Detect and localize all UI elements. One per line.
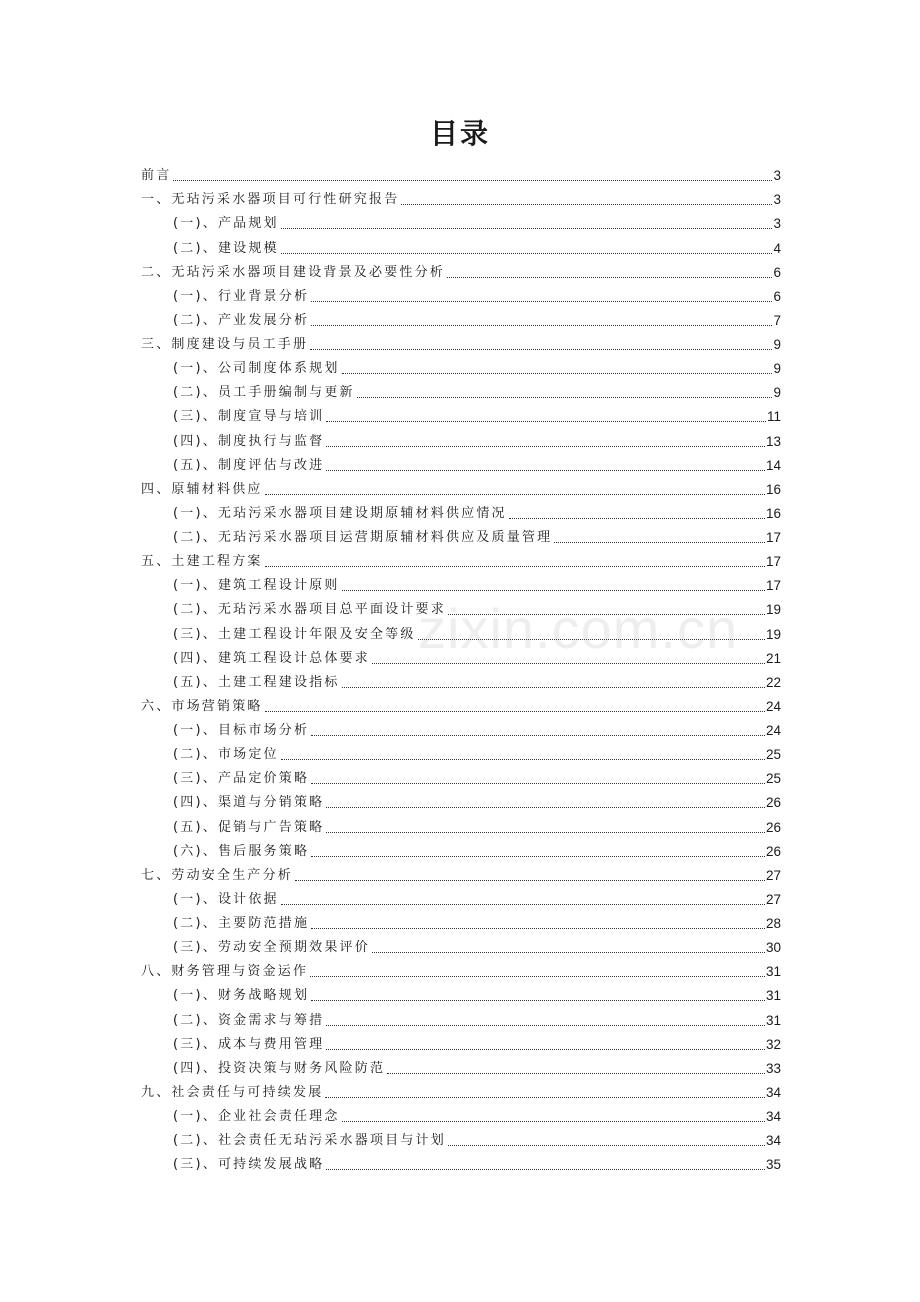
toc-entry-title: (一)、公司制度体系规划: [173, 361, 340, 377]
toc-dot-leader: [281, 252, 773, 254]
toc-dot-leader: [311, 734, 765, 736]
toc-dot-leader: [326, 445, 765, 447]
toc-page-number: 28: [765, 916, 781, 931]
toc-page-number: 30: [765, 940, 781, 956]
toc-section-entry[interactable]: [141, 232, 781, 256]
toc-section-entry[interactable]: [141, 739, 781, 763]
toc-dot-leader: [311, 300, 772, 302]
toc-chapter-entry[interactable]: [141, 956, 781, 980]
toc-section-entry[interactable]: [141, 1053, 781, 1077]
toc-page-number: 17: [765, 530, 781, 545]
toc-entry-title: (六)、售后服务策略: [173, 843, 310, 859]
toc-page-number: 3: [773, 168, 781, 184]
toc-section-entry[interactable]: [141, 401, 781, 425]
toc-entry-title: (五)、土建工程建设指标: [173, 674, 340, 690]
toc-dot-leader: [509, 517, 765, 519]
toc-dot-leader: [554, 541, 765, 543]
toc-chapter-entry[interactable]: [141, 546, 781, 570]
toc-chapter-entry[interactable]: [141, 860, 781, 884]
toc-page-number: 3: [773, 192, 781, 208]
toc-page-number: 24: [765, 698, 781, 714]
toc-dot-leader: [326, 1024, 765, 1026]
toc-page-number: 25: [765, 747, 781, 763]
toc-entry-title: (一)、财务战略规划: [173, 988, 310, 1004]
toc-page-number: 31: [765, 1012, 781, 1028]
toc-section-entry[interactable]: [141, 787, 781, 811]
toc-entry-title: 九、社会责任与可持续发展: [141, 1084, 324, 1100]
table-of-contents: [141, 160, 781, 1173]
toc-dot-leader: [448, 613, 765, 615]
toc-chapter-entry[interactable]: [141, 329, 781, 353]
toc-section-entry[interactable]: [141, 208, 781, 232]
toc-entry-title: 四、原辅材料供应: [141, 481, 263, 497]
toc-dot-leader: [326, 469, 765, 471]
toc-entry-title: (三)、可持续发展战略: [173, 1157, 325, 1173]
toc-entry-title: (一)、无玷污采水器项目建设期原辅材料供应情况: [173, 505, 507, 521]
toc-entry-title: (二)、主要防范措施: [173, 916, 310, 931]
toc-entry-title: (二)、无玷污采水器项目运营期原辅材料供应及质量管理: [173, 530, 553, 545]
toc-chapter-entry[interactable]: [141, 257, 781, 281]
toc-dot-leader: [265, 493, 765, 495]
toc-dot-leader: [295, 879, 765, 881]
toc-page-number: 9: [773, 385, 781, 401]
toc-dot-leader: [281, 227, 773, 229]
toc-section-entry[interactable]: [141, 667, 781, 691]
toc-section-entry[interactable]: [141, 643, 781, 667]
toc-page-number: 4: [773, 240, 781, 256]
toc-page-number: 27: [765, 891, 781, 907]
toc-entry-title: (一)、目标市场分析: [173, 723, 310, 738]
toc-page-number: 31: [765, 964, 781, 980]
toc-entry-title: (三)、劳动安全预期效果评价: [173, 940, 370, 956]
toc-page-number: 34: [765, 1109, 781, 1124]
toc-dot-leader: [281, 758, 765, 760]
toc-dot-leader: [325, 1096, 765, 1098]
toc-section-entry[interactable]: [141, 836, 781, 860]
toc-dot-leader: [326, 831, 765, 833]
toc-entry-title: 六、市场营销策略: [141, 698, 263, 714]
toc-dot-leader: [173, 179, 772, 181]
toc-entry-title: (五)、制度评估与改进: [173, 457, 325, 473]
toc-dot-leader: [342, 372, 773, 374]
toc-section-entry[interactable]: [141, 1125, 781, 1149]
toc-page-number: 16: [765, 505, 781, 521]
toc-page-number: 9: [773, 337, 781, 352]
toc-section-entry[interactable]: [141, 932, 781, 956]
toc-entry-title: (一)、建筑工程设计原则: [173, 578, 340, 594]
toc-page-number: 35: [765, 1157, 781, 1173]
toc-dot-leader: [342, 1120, 765, 1122]
toc-page-number: 19: [765, 602, 781, 618]
toc-page-number: 26: [765, 795, 781, 811]
toc-entry-title: (一)、设计依据: [173, 891, 279, 907]
page-title: 目录: [429, 117, 490, 150]
toc-entry-title: (三)、制度宣导与培训: [173, 409, 325, 425]
toc-entry-title: (二)、建设规模: [173, 240, 279, 256]
toc-section-entry[interactable]: [141, 908, 781, 932]
toc-section-entry[interactable]: [141, 570, 781, 594]
toc-dot-leader: [311, 782, 765, 784]
toc-entry-title: (二)、无玷污采水器项目总平面设计要求: [173, 602, 446, 618]
toc-page-number: 3: [773, 216, 781, 232]
toc-entry-title: 前言: [141, 168, 172, 184]
toc-chapter-entry[interactable]: [141, 184, 781, 208]
toc-dot-leader: [418, 638, 765, 640]
toc-section-entry[interactable]: [141, 884, 781, 908]
toc-entry-title: 一、无玷污采水器项目可行性研究报告: [141, 192, 400, 208]
toc-section-entry[interactable]: [141, 1029, 781, 1053]
toc-page-number: 14: [765, 457, 781, 473]
toc-entry-title: (四)、制度执行与监督: [173, 433, 325, 449]
toc-section-entry[interactable]: [141, 498, 781, 522]
toc-section-entry[interactable]: [141, 1149, 781, 1173]
toc-section-entry[interactable]: [141, 522, 781, 546]
toc-dot-leader: [372, 951, 765, 953]
toc-section-entry[interactable]: [141, 281, 781, 305]
toc-dot-leader: [265, 710, 765, 712]
toc-entry-title: 五、土建工程方案: [141, 554, 263, 570]
toc-dot-leader: [342, 686, 765, 688]
toc-dot-leader: [326, 1048, 765, 1050]
toc-section-entry[interactable]: [141, 425, 781, 449]
toc-dot-leader: [342, 589, 765, 591]
toc-page-number: 32: [765, 1036, 781, 1052]
toc-page-number: 19: [765, 626, 781, 642]
toc-dot-leader: [372, 662, 765, 664]
toc-entry-title: (三)、土建工程设计年限及安全等级: [173, 626, 416, 642]
toc-dot-leader: [447, 276, 772, 278]
toc-dot-leader: [448, 1144, 765, 1146]
toc-entry-title: (二)、产业发展分析: [173, 312, 310, 328]
toc-section-entry[interactable]: [141, 377, 781, 401]
toc-dot-leader: [326, 806, 765, 808]
toc-dot-leader: [326, 1168, 765, 1170]
toc-chapter-entry[interactable]: [141, 1077, 781, 1101]
toc-entry-title: (一)、产品规划: [173, 216, 279, 232]
toc-section-entry[interactable]: [141, 305, 781, 329]
toc-dot-leader: [281, 903, 765, 905]
toc-page-number: 33: [765, 1060, 781, 1076]
toc-dot-leader: [311, 324, 772, 326]
toc-page-number: 6: [773, 288, 781, 304]
toc-page-number: 34: [765, 1084, 781, 1100]
toc-dot-leader: [401, 203, 772, 205]
toc-section-entry[interactable]: [141, 618, 781, 642]
toc-dot-leader: [265, 565, 765, 567]
toc-entry-title: (四)、投资决策与财务风险防范: [173, 1060, 386, 1076]
toc-dot-leader: [311, 927, 765, 929]
toc-section-entry[interactable]: [141, 811, 781, 835]
toc-entry-title: 七、劳动安全生产分析: [141, 867, 294, 883]
toc-entry-title: (一)、行业背景分析: [173, 288, 310, 304]
toc-chapter-entry[interactable]: [141, 474, 781, 498]
toc-dot-leader: [326, 420, 766, 422]
toc-dot-leader: [311, 999, 765, 1001]
toc-entry-title: (四)、建筑工程设计总体要求: [173, 650, 370, 666]
toc-page-number: 26: [765, 843, 781, 859]
toc-entry-title: 二、无玷污采水器项目建设背景及必要性分析: [141, 264, 446, 280]
toc-page-number: 13: [765, 433, 781, 449]
toc-dot-leader: [311, 855, 765, 857]
toc-page-number: 25: [765, 771, 781, 787]
toc-entry-title: (二)、员工手册编制与更新: [173, 385, 355, 401]
toc-page-number: 9: [773, 361, 781, 377]
toc-page-number: 24: [765, 723, 781, 738]
toc-entry-title: 三、制度建设与员工手册: [141, 337, 309, 352]
toc-entry-title: 八、财务管理与资金运作: [141, 964, 309, 980]
toc-section-entry[interactable]: [141, 715, 781, 739]
toc-page-number: 11: [766, 409, 781, 425]
toc-section-entry[interactable]: [141, 1004, 781, 1028]
toc-entry-title: (二)、社会责任无玷污采水器项目与计划: [173, 1133, 446, 1149]
toc-section-entry[interactable]: [141, 980, 781, 1004]
toc-dot-leader: [310, 348, 772, 350]
toc-entry-title: (五)、促销与广告策略: [173, 819, 325, 835]
watermark: zixin.com.cn: [418, 597, 739, 660]
toc-section-entry[interactable]: [141, 450, 781, 474]
toc-entry-title: (二)、资金需求与筹措: [173, 1012, 325, 1028]
toc-entry-title: (一)、企业社会责任理念: [173, 1109, 340, 1124]
toc-entry-title: (三)、产品定价策略: [173, 771, 310, 787]
toc-page-number: 27: [765, 867, 781, 883]
toc-dot-leader: [387, 1072, 765, 1074]
toc-page-number: 17: [765, 578, 781, 594]
toc-page-number: 26: [765, 819, 781, 835]
toc-page-number: 7: [773, 312, 781, 328]
toc-chapter-entry[interactable]: [141, 160, 781, 184]
toc-page-number: 22: [765, 674, 781, 690]
toc-page-number: 16: [765, 481, 781, 497]
toc-section-entry[interactable]: [141, 1101, 781, 1125]
toc-page-number: 21: [765, 650, 781, 666]
toc-section-entry[interactable]: [141, 763, 781, 787]
toc-entry-title: (二)、市场定位: [173, 747, 279, 763]
toc-page-number: 34: [765, 1133, 781, 1149]
toc-dot-leader: [357, 396, 773, 398]
toc-entry-title: (三)、成本与费用管理: [173, 1036, 325, 1052]
toc-section-entry[interactable]: [141, 594, 781, 618]
toc-chapter-entry[interactable]: [141, 691, 781, 715]
toc-section-entry[interactable]: [141, 353, 781, 377]
toc-page-number: 6: [773, 264, 781, 280]
toc-dot-leader: [310, 975, 765, 977]
toc-page-number: 17: [765, 554, 781, 570]
toc-page-number: 31: [765, 988, 781, 1004]
toc-entry-title: (四)、渠道与分销策略: [173, 795, 325, 811]
